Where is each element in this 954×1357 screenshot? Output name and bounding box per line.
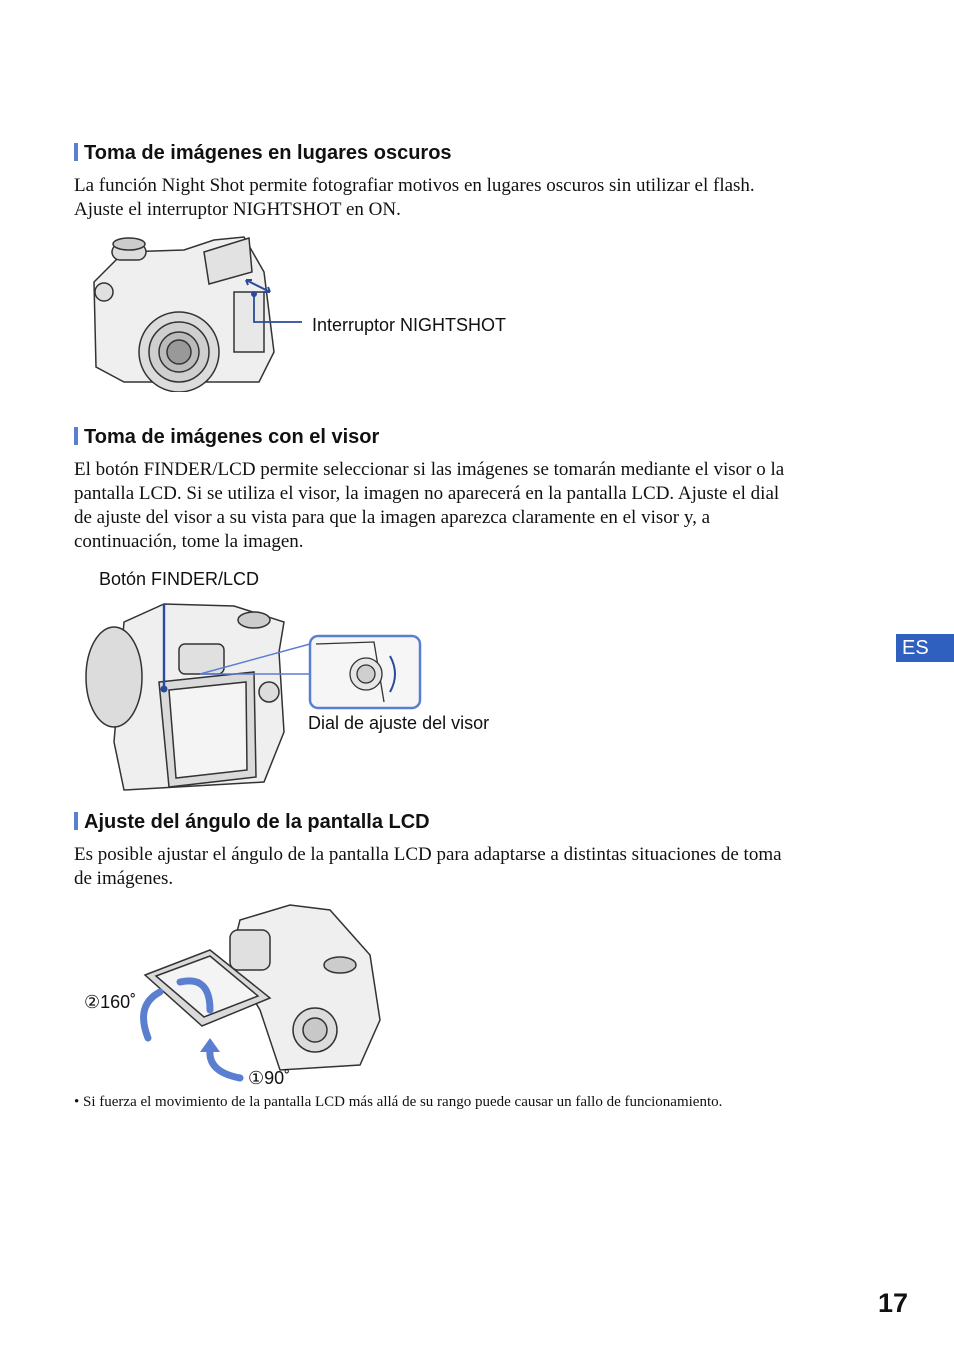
camera-back-illustration <box>84 592 424 797</box>
callout-finder-lcd-button: Botón FINDER/LCD <box>99 569 260 589</box>
body-line: Ajuste el interruptor NIGHTSHOT en ON. <box>74 199 401 220</box>
body-line: de imágenes. <box>74 868 174 889</box>
angle-label-160: ②160˚ <box>84 992 137 1012</box>
section-body-viewfinder <box>74 458 874 554</box>
body-line: continuación, tome la imagen. <box>74 531 304 552</box>
section-title-dark-places <box>74 142 452 165</box>
section-body-lcd-angle <box>74 843 874 891</box>
title-bar-marker <box>74 427 78 445</box>
section-title-text: Ajuste del ángulo de la pantalla LCD <box>84 811 430 833</box>
body-line: El botón FINDER/LCD permite seleccionar si las imágenes se tomarán mediante el visor o la <box>74 459 785 480</box>
title-bar-marker <box>74 812 78 830</box>
callout-nightshot-switch: Interruptor NIGHTSHOT <box>312 315 507 335</box>
camera-lcd-tilt-illustration <box>130 900 390 1090</box>
body-line: pantalla LCD. Si se utiliza el visor, la imagen no aparecerá en la pantalla LCD. Ajuste el dial <box>74 483 780 504</box>
section-title-text: Toma de imágenes con el visor <box>84 426 380 448</box>
body-line: La función Night Shot permite fotografiar motivos en lugares oscuros sin utilizar el flash. <box>74 175 755 196</box>
section-body-dark-places <box>74 174 874 222</box>
warning-note: • Si fuerza el movimiento de la pantalla LCD más allá de su rango puede causar un fallo de funcionamiento. <box>74 1094 723 1110</box>
section-title-lcd-angle <box>74 811 430 834</box>
angle-label-90: ①90˚ <box>248 1068 291 1088</box>
body-line: de ajuste del visor a su vista para que la imagen aparezca claramente en el visor y, a <box>74 507 711 528</box>
section-title-text: Toma de imágenes en lugares oscuros <box>84 142 452 164</box>
section-title-viewfinder <box>74 426 379 449</box>
body-line: Es posible ajustar el ángulo de la pantalla LCD para adaptarse a distintas situaciones de toma <box>74 844 782 865</box>
callout-viewfinder-dial: Dial de ajuste del visor <box>308 713 490 733</box>
page-number: 17 <box>878 1288 909 1318</box>
title-bar-marker <box>74 143 78 161</box>
language-tab: ES <box>896 634 954 662</box>
camera-top-illustration <box>84 232 314 392</box>
